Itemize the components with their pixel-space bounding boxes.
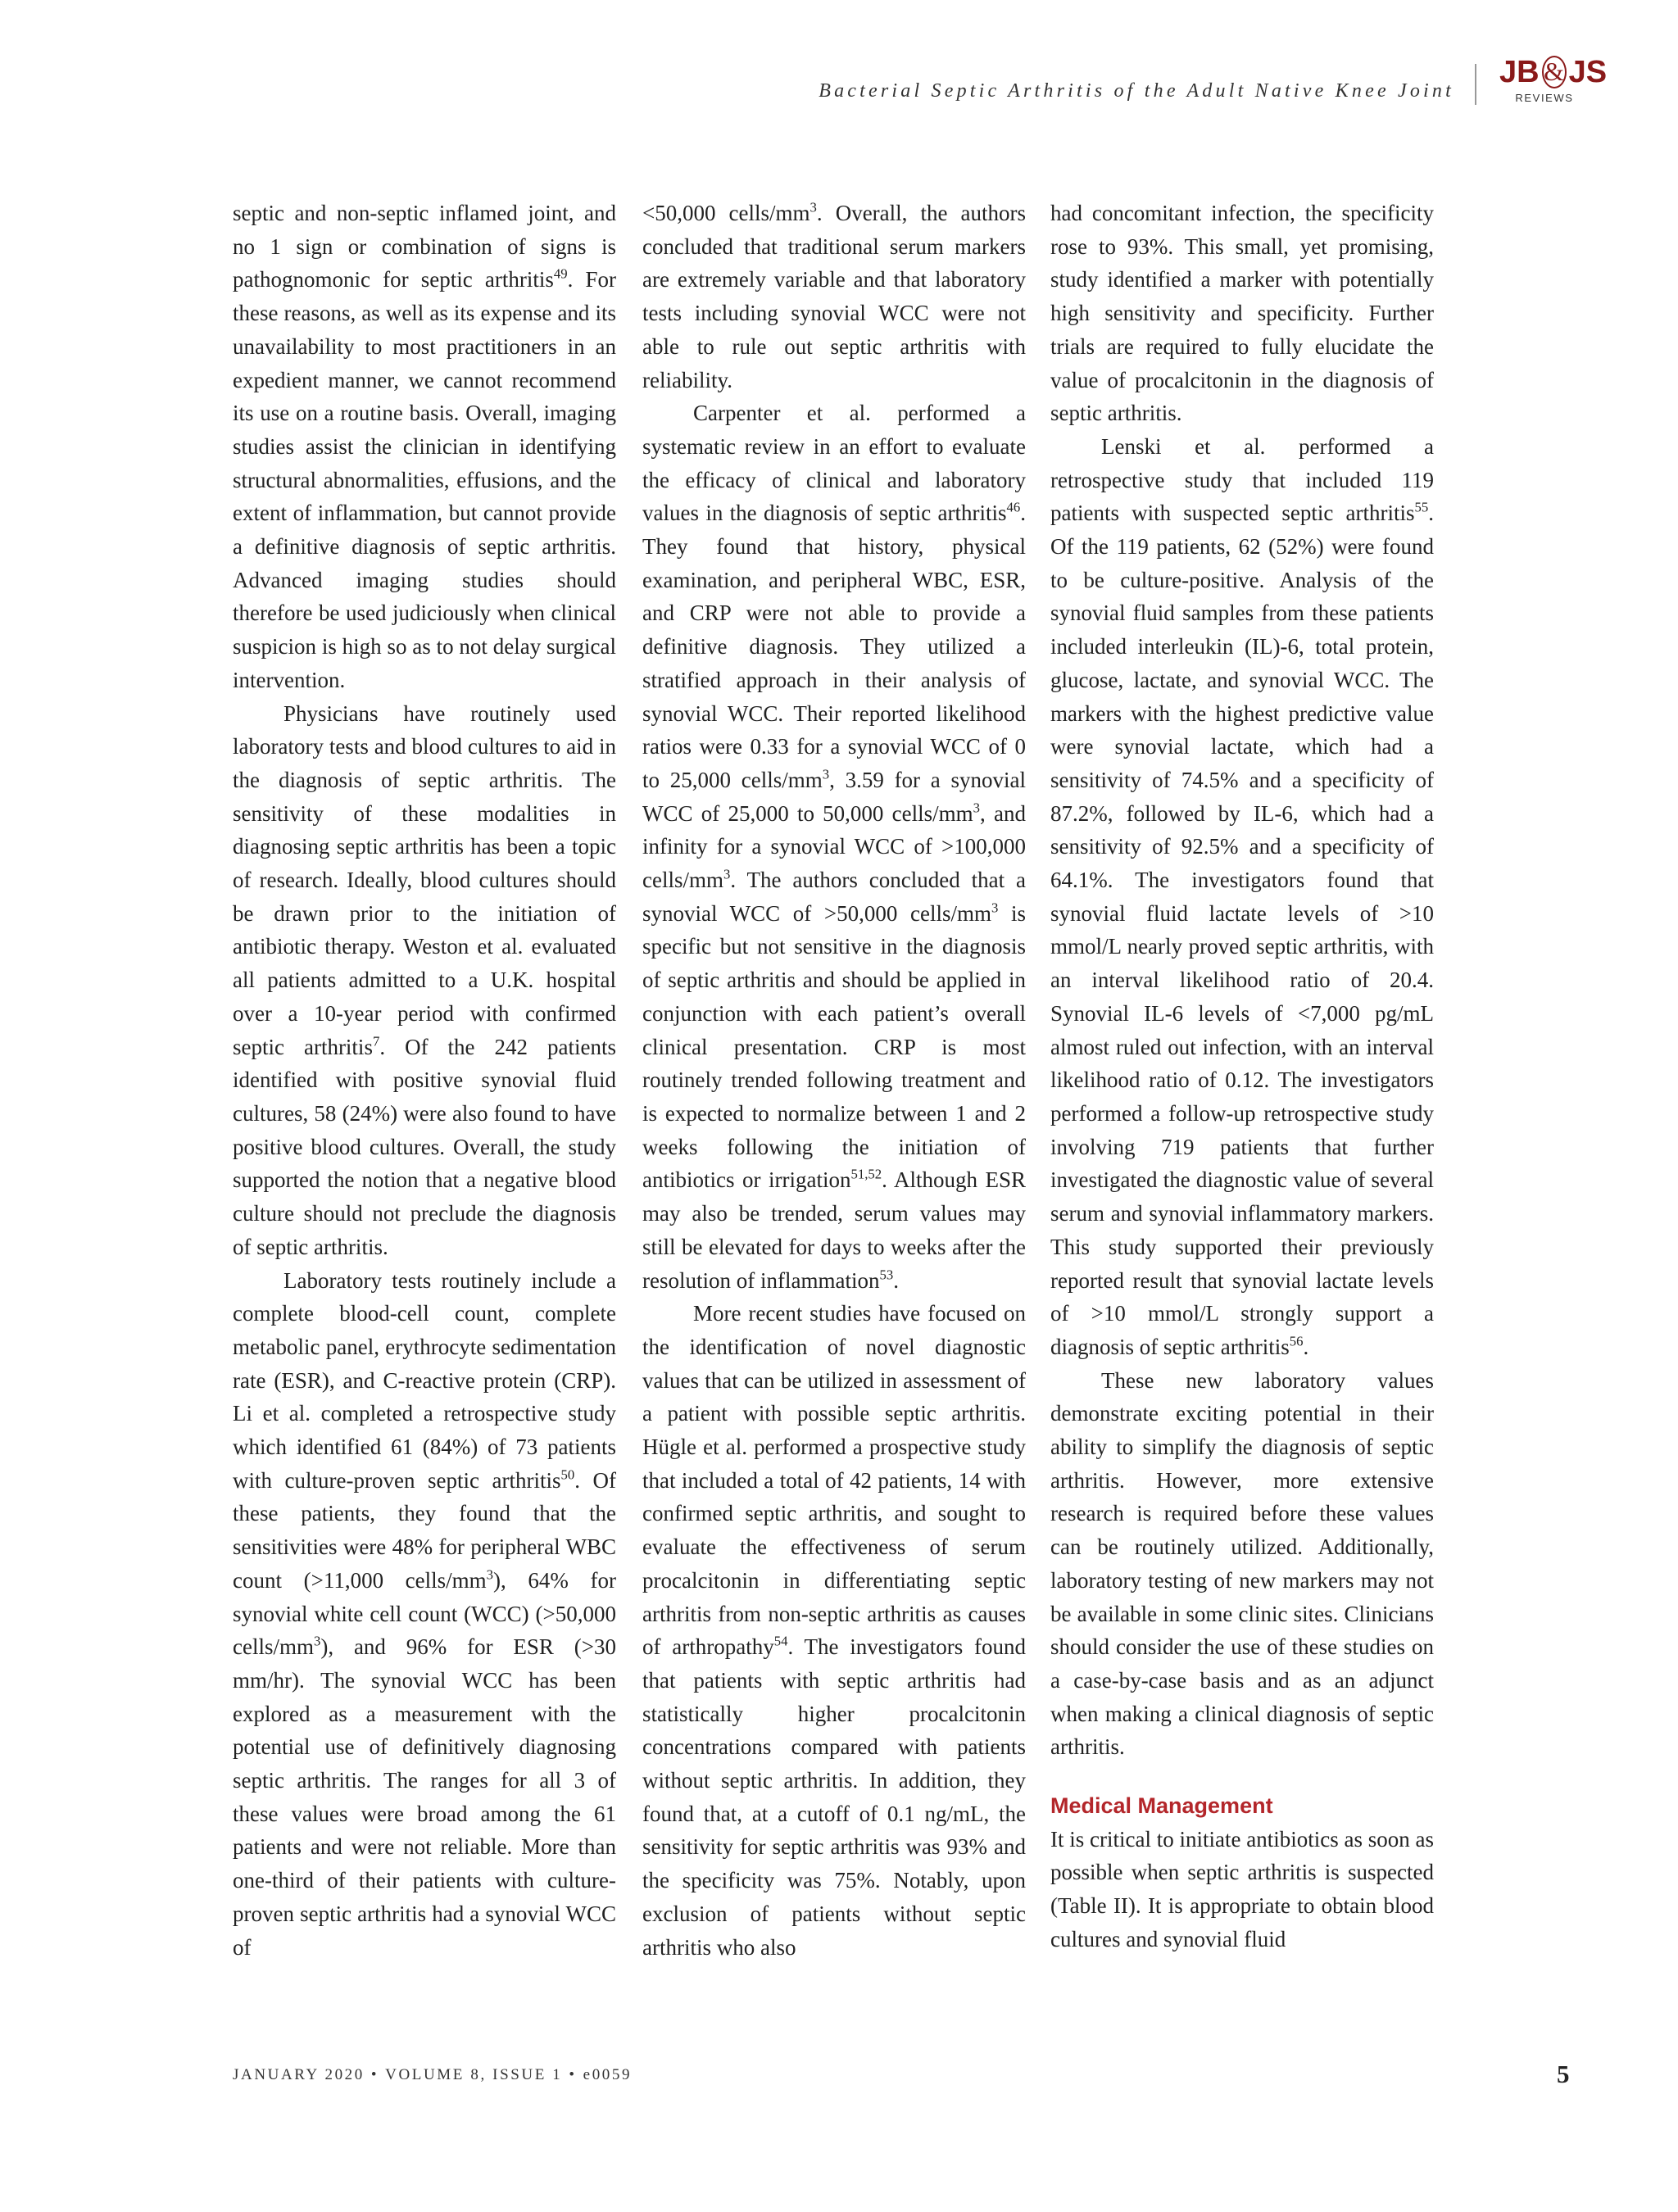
text-column-3 — [1050, 197, 1434, 1956]
citation-superscript: 3 — [810, 199, 817, 215]
citation-superscript: 51,52 — [850, 1167, 882, 1183]
logo-ampersand: & — [1542, 56, 1567, 88]
text-run: . Of the 119 patients, 62 (52%) were found to be culture-positive. Analysis of the synovial fluid samples from these patients included interleukin (IL)-6, total protein, glucose, lactate, and synovial WCC. The markers with the highest predictive value were synovial lactate, which had a sensitivity of 74.5% and a specificity of 87.2%, followed by IL-6, which had a sensitivity of 92.5% and a specificity of 64.1%. The investigators found that synovial fluid lactate levels of >10 mmol/L nearly proved septic arthritis, with an interval likelihood ratio of 20.4. Synovial IL-6 levels of <7,000 pg/mL almost ruled out infection, with an interval likelihood ratio of 0.12. The investigators performed a follow-up retrospective study involving 719 patients that further investigated the diagnostic value of several serum and synovial inflammatory markers. This study supported their previously reported result that synovial lactate levels of >10 mmol/L strongly support a diagnosis of septic arthritis — [1050, 501, 1434, 1359]
footer-date: JANUARY 2020 — [233, 2066, 365, 2083]
text-run: . Of these patients, they found that the sensitivities were 48% for peripheral WBC count (>11,000 cells/mm — [233, 1467, 616, 1593]
text-run: . Although ESR may also be trended, serum values may still be elevated for days to weeks after the resolution of inflammation — [642, 1167, 1027, 1293]
text-run: . — [893, 1267, 899, 1293]
body-paragraph: It is critical to initiate antibiotics as soon as possible when septic arthritis is suspected (Table II). It is appropriate to obtain blood cultures and synovial fluid — [1050, 1826, 1434, 1951]
body-paragraph — [642, 1297, 1026, 1964]
text-column-2 — [642, 197, 1026, 1964]
text-run: . — [1303, 1334, 1309, 1359]
page-number: 5 — [1557, 2060, 1570, 2088]
text-run: . The authors concluded that a synovial WCC of >50,000 cells/mm — [642, 868, 1026, 926]
text-run: Laboratory tests routinely include a complete blood-cell count, complete metabolic panel, erythrocyte sedimentation rate (ESR), and C-reactive protein (CRP). Li et al. completed a retrospective study which identified 61 (84%) of 73 patients with culture-proven septic arthritis — [233, 1267, 616, 1493]
text-run: . For these reasons, as well as its expense and its unavailability to most practitioners in an expedient manner, we cannot recommend its use on a routine basis. Overall, imaging studies assist the clinician in identifying structural abnormalities, effusions, and the extent of inflammation, but cannot provide a definitive diagnosis of septic arthritis. Advanced imaging studies should therefore be used judiciously when clinical suspicion is high so as to not delay surgical intervention. — [233, 267, 616, 692]
citation-superscript: 49 — [553, 266, 568, 283]
citation-superscript: 54 — [773, 1633, 788, 1649]
footer-citation — [233, 2066, 632, 2084]
footer-separator: • — [370, 2066, 379, 2083]
text-run: <50,000 cells/mm — [642, 201, 810, 225]
citation-superscript: 3 — [313, 1633, 321, 1649]
citation-superscript: 3 — [486, 1566, 494, 1583]
logo-js: JS — [1568, 55, 1608, 89]
citation-superscript: 50 — [560, 1466, 575, 1483]
text-run: , 3.59 for a synovial WCC of 25,000 to 50,000 cells/mm — [642, 767, 1027, 826]
footer-volume: VOLUME 8, ISSUE 1 — [385, 2066, 563, 2083]
text-run: ), 64% for synovial white cell count (WCC) (>50,000 cells/mm — [233, 1567, 616, 1660]
footer-article-id: e0059 — [583, 2066, 633, 2083]
text-run: is specific but not sensitive in the diagnosis of septic arthritis and should be applied in conjunction with each patient’s overall clinical presentation. CRP is most routinely trended following treatment and is expected to normalize between 1 and 2 weeks following the initiation of antibiotics or irrigation — [642, 900, 1026, 1193]
logo-wordmark — [1499, 54, 1608, 90]
text-run: septic and non-septic inflamed joint, and no 1 sign or combination of signs is pathognomonic for septic arthritis — [233, 201, 616, 292]
citation-superscript: 3 — [991, 900, 999, 916]
body-paragraph — [1050, 1364, 1434, 1764]
running-head-title: Bacterial Septic Arthritis of the Adult Native Knee Joint — [819, 80, 1454, 102]
body-paragraph — [233, 197, 616, 697]
logo-subtitle: REVIEWS — [1515, 92, 1574, 104]
body-paragraph — [233, 1264, 616, 1965]
text-run: More recent studies have focused on the identification of novel diagnostic values that can be utilized in assessment of a patient with possible septic arthritis. Hügle et al. performed a prospective study that included a total of 42 patients, 14 with confirmed septic arthritis, and sought to evaluate the effectiveness of serum procalcitonin in differentiating septic arthritis from non-septic arthritis as causes of arthropathy — [642, 1301, 1026, 1660]
logo-jb: JB — [1499, 55, 1540, 89]
text-run: . Of the 242 patients identified with positive synovial fluid cultures, 58 (24%) were also found to have positive blood cultures. Overall, the study supported the notion that a negative blood culture should not preclude the diagnosis of septic arthritis. — [233, 1034, 616, 1259]
text-run: . The investigators found that patients with septic arthritis had statistically higher procalcitonin concentrations compared with patients without septic arthritis. In addition, they found that, at a cutoff of 0.1 ng/mL, the sensitivity for septic arthritis was 93% and the specificity was 75%. Notably, upon exclusion of patients without septic arthritis who also — [642, 1634, 1026, 1960]
journal-logo — [1499, 54, 1608, 104]
body-paragraph — [1050, 197, 1434, 430]
citation-superscript: 3 — [822, 766, 830, 782]
text-run: These new laboratory values demonstrate exciting potential in their ability to simplify the diagnosis of septic arthritis. However, more extensive research is required before these values can be routinely utilized. Additionally, laboratory testing of new markers may not be available in some clinic sites. Clinicians should consider the use of these studies on a case-by-case basis and as an adjunct when making a clinical diagnosis of septic arthritis. — [1050, 1367, 1434, 1760]
citation-superscript: 3 — [973, 800, 981, 816]
body-paragraph — [642, 397, 1026, 1297]
text-run: Carpenter et al. performed a systematic review in an effort to evaluate the efficacy of clinical and laboratory values in the diagnosis of septic arthritis — [642, 401, 1026, 526]
citation-superscript: 55 — [1414, 499, 1429, 515]
body-paragraph — [1050, 430, 1434, 1364]
citation-superscript: 53 — [879, 1267, 894, 1283]
text-run: . They found that history, physical examination, and peripheral WBC, ESR, and CRP were not able to provide a definitive diagnosis. They utilized a stratified approach in their analysis of synovial WCC. Their reported likelihood ratios were 0.33 for a synovial WCC of 0 to 25,000 cells/mm — [642, 501, 1026, 792]
body-paragraph — [233, 697, 616, 1264]
text-run: ), and 96% for ESR (>30 mm/hr). The synovial WCC has been explored as a measurement with the potential use of definitively diagnosing septic arthritis. The ranges for all 3 of these values were broad among the 61 patients and were not reliable. More than one-third of their patients with culture-proven septic arthritis had a synovial WCC of — [233, 1634, 616, 1960]
text-column-1 — [233, 197, 616, 1964]
citation-superscript: 56 — [1289, 1333, 1304, 1349]
text-run: , and infinity for a synovial WCC of >100,000 cells/mm — [642, 800, 1026, 893]
header-divider — [1475, 64, 1476, 105]
footer-separator: • — [569, 2066, 577, 2083]
text-run: . Overall, the authors concluded that traditional serum markers are extremely variable and that laboratory tests including synovial WCC were not able to rule out septic arthritis with reliability. — [642, 201, 1026, 392]
citation-superscript: 46 — [1006, 499, 1021, 515]
body-paragraph — [642, 197, 1026, 397]
section-heading: Medical Management — [1050, 1793, 1273, 1819]
text-run: Lenski et al. performed a retrospective study that included 119 patients with suspected septic arthritis — [1050, 433, 1434, 526]
citation-superscript: 3 — [723, 866, 731, 882]
text-run: had concomitant infection, the specificity rose to 93%. This small, yet promising, study identified a marker with potentially high sensitivity and specificity. Further trials are required to fully elucidate the value of procalcitonin in the diagnosis of septic arthritis. — [1050, 201, 1434, 426]
citation-superscript: 7 — [372, 1033, 380, 1049]
text-run: Physicians have routinely used laboratory tests and blood cultures to aid in the diagnosis of septic arthritis. The sensitivity of these modalities in diagnosing septic arthritis has been a topic of research. Ideally, blood cultures should be drawn prior to the initiation of antibiotic therapy. Weston et al. evaluated all patients admitted to a U.K. hospital over a 10-year period with confirmed septic arthritis — [233, 700, 616, 1059]
